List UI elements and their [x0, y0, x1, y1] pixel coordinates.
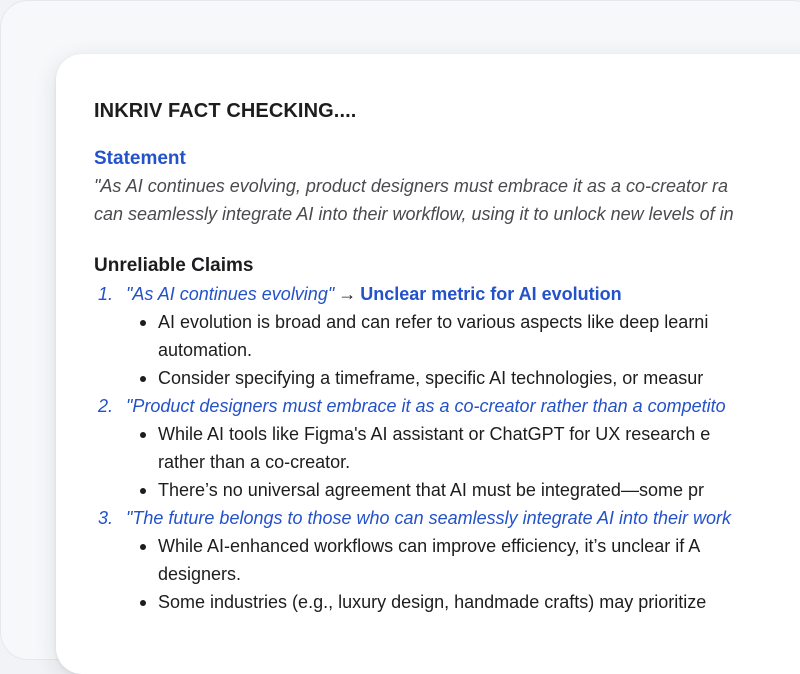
claim-quote: "As AI continues evolving": [126, 284, 335, 304]
fact-check-content: [94, 98, 800, 616]
claim-bullets: [94, 532, 800, 616]
claim-bullets: [94, 308, 800, 392]
claim-bullet: [94, 588, 800, 616]
claim-number: 2.: [98, 396, 114, 416]
statement-text: [94, 172, 800, 228]
unreliable-claims-label: Unreliable Claims: [94, 255, 254, 276]
bullet-line: Some industries (e.g., luxury design, handmade crafts) may prioritize: [158, 592, 707, 612]
statement-line: can seamlessly integrate AI into their workflow, using it to unlock new levels of in: [94, 204, 734, 224]
claim-bullet: [94, 420, 800, 476]
bullet-line: AI evolution is broad and can refer to various aspects like deep learni: [158, 312, 709, 332]
claim-item: [94, 504, 800, 532]
bullet-line: While AI tools like Figma's AI assistant or ChatGPT for UX research e: [158, 424, 711, 444]
claim-quote: "The future belongs to those who can seamlessly integrate AI into their work: [126, 508, 732, 528]
claim-bullet: [94, 532, 800, 588]
claim-quote: "Product designers must embrace it as a co-creator rather than a competito: [126, 396, 726, 416]
bullet-line: designers.: [158, 564, 242, 584]
claim-bullets: [94, 420, 800, 504]
claim-item: [94, 280, 800, 308]
page-title: INKRIV FACT CHECKING....: [94, 100, 357, 122]
claim-number: 1.: [98, 284, 114, 304]
claim-bullet: [94, 476, 800, 504]
claim-item: [94, 392, 800, 420]
bullet-line: Consider specifying a timeframe, specific AI technologies, or measur: [158, 368, 704, 388]
arrow-right-icon: →: [338, 284, 357, 304]
bullet-line: automation.: [158, 340, 253, 360]
bullet-line: There’s no universal agreement that AI must be integrated—some pr: [158, 480, 704, 500]
fact-check-card: [56, 54, 800, 674]
claim-bullet: [94, 308, 800, 364]
claim-title: Unclear metric for AI evolution: [360, 284, 622, 304]
statement-line: "As AI continues evolving, product designers must embrace it as a co-creator ra: [94, 176, 729, 196]
claim-bullet: [94, 364, 800, 392]
bullet-line: While AI-enhanced workflows can improve efficiency, it’s unclear if A: [158, 536, 701, 556]
bullet-line: rather than a co-creator.: [158, 452, 351, 472]
statement-label: Statement: [94, 148, 186, 169]
claim-number: 3.: [98, 508, 114, 528]
